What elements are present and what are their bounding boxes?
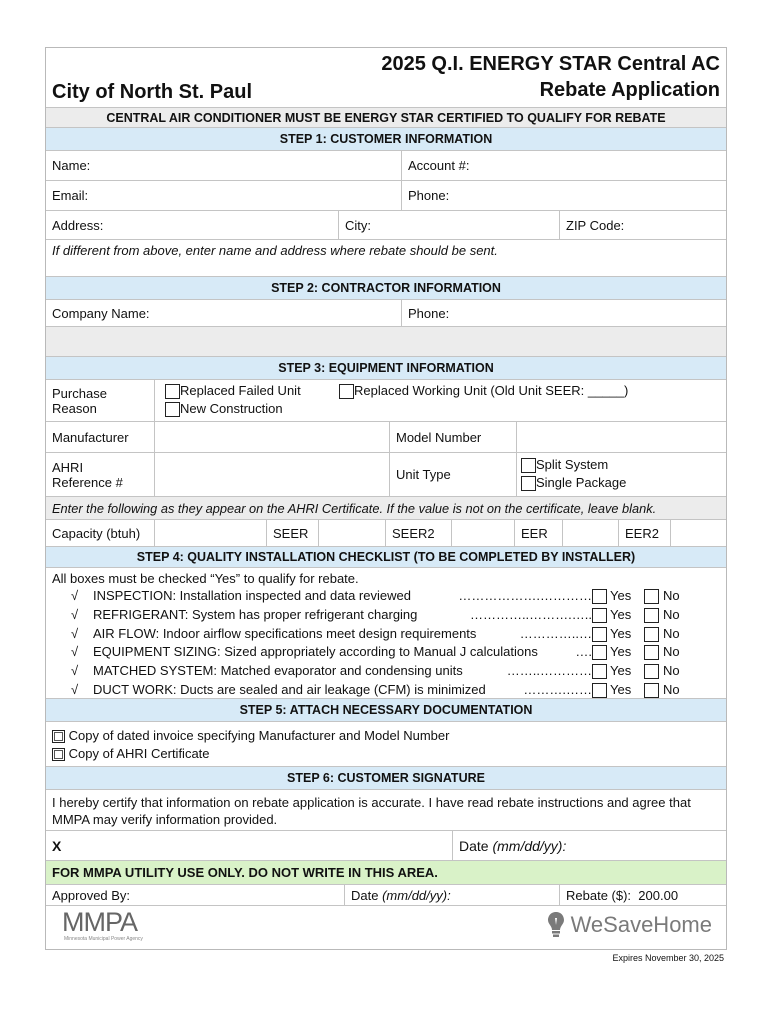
logo-row	[46, 906, 726, 949]
signature-row	[46, 831, 726, 861]
checklist-item	[46, 663, 726, 681]
contractor-blank-band	[46, 327, 726, 357]
signature-date-format: (mm/dd/yy):	[492, 837, 567, 854]
split-system-label: Split System	[536, 457, 609, 472]
capacity-input[interactable]	[154, 520, 266, 546]
step1-header: STEP 1: CUSTOMER INFORMATION	[46, 128, 726, 151]
seer-label: SEER	[266, 520, 318, 546]
checklist-item-dots: ….	[575, 644, 592, 660]
replaced-failed-label: Replaced Failed Unit	[180, 383, 301, 398]
ahri-note-row	[46, 497, 726, 520]
purchase-reason-options	[154, 380, 726, 421]
eer2-label: EER2	[618, 520, 670, 546]
checklist-item-text: INSPECTION: Installation inspected and data reviewed	[93, 588, 411, 603]
contractor-phone-field[interactable]	[401, 300, 726, 326]
manufacturer-row	[46, 422, 726, 453]
option-replaced-failed[interactable]	[165, 383, 301, 399]
address-label: Address:	[52, 217, 104, 233]
company-row	[46, 300, 726, 327]
signature-field[interactable]	[46, 831, 452, 860]
ahri-label-1: AHRI	[52, 459, 84, 475]
checklist-item-dots: …………..……….…..	[469, 606, 592, 622]
doc-ahri-checkbox[interactable]	[52, 748, 65, 761]
city-field[interactable]	[338, 211, 559, 239]
yes-label: Yes	[610, 625, 632, 641]
title-line-2: Rebate Application	[539, 79, 720, 101]
name-label: Name:	[52, 158, 91, 173]
no-checkbox[interactable]	[644, 683, 659, 698]
yes-checkbox[interactable]	[592, 589, 607, 604]
rebate-amount-label: Rebate ($):	[566, 887, 632, 903]
check-mark: √	[71, 682, 79, 697]
yes-label: Yes	[610, 663, 632, 679]
no-label: No	[663, 663, 680, 679]
utility-date-field	[344, 885, 559, 905]
eer-label: EER	[514, 520, 562, 546]
address-field[interactable]	[46, 211, 338, 239]
certification-banner: CENTRAL AIR CONDITIONER MUST BE ENERGY STAR CERTIFIED TO QUALIFY FOR REBATE	[46, 108, 726, 128]
certify-row	[46, 790, 726, 831]
no-checkbox[interactable]	[644, 627, 659, 642]
ahri-label-2: Reference #	[52, 474, 123, 490]
split-system-checkbox[interactable]	[521, 458, 536, 473]
step3-header: STEP 3: EQUIPMENT INFORMATION	[46, 357, 726, 380]
no-label: No	[663, 588, 680, 603]
signature-date-label: Date	[459, 837, 489, 854]
check-mark: √	[71, 663, 79, 679]
mmpa-logo	[62, 908, 143, 943]
option-split-system[interactable]	[521, 457, 608, 473]
step4-header: STEP 4: QUALITY INSTALLATION CHECKLIST (TO BE COMPLETED BY INSTALLER)	[46, 547, 726, 568]
account-label: Account #:	[408, 158, 470, 173]
checklist-item-dots: …………..…	[519, 625, 592, 641]
check-mark: √	[71, 625, 79, 641]
utility-row	[46, 885, 726, 906]
company-name-field[interactable]	[46, 300, 401, 326]
no-checkbox[interactable]	[644, 645, 659, 660]
eer2-input[interactable]	[670, 520, 726, 546]
doc-invoice-checkbox[interactable]	[52, 730, 65, 743]
no-checkbox[interactable]	[644, 589, 659, 604]
alt-address-row[interactable]	[46, 240, 726, 277]
no-checkbox[interactable]	[644, 664, 659, 679]
yes-checkbox[interactable]	[592, 627, 607, 642]
model-number-label: Model Number	[389, 422, 516, 452]
zip-field[interactable]	[559, 211, 726, 239]
approved-by-field	[46, 885, 344, 905]
single-package-label: Single Package	[536, 475, 627, 490]
unit-type-label: Unit Type	[389, 453, 516, 496]
purchase-reason-label	[46, 380, 154, 421]
option-replaced-working[interactable]	[339, 383, 628, 399]
single-package-checkbox[interactable]	[521, 476, 536, 491]
utility-header	[46, 861, 726, 885]
email-row	[46, 181, 726, 211]
rebate-amount-field	[559, 885, 726, 905]
signature-x: X	[52, 837, 62, 854]
yes-label: Yes	[610, 606, 632, 622]
certify-text: I hereby certify that information on rebate application is accurate. I have read rebate instructions and agree that MMPA may verify information provided.	[52, 795, 691, 827]
purchase-reason-label-1: Purchase	[52, 385, 107, 401]
phone-label: Phone:	[408, 188, 450, 203]
yes-label: Yes	[610, 682, 632, 697]
ahri-label	[46, 453, 154, 496]
expiration-note: Expires November 30, 2025	[612, 953, 724, 963]
checklist-item-text: AIR FLOW: Indoor airflow specifications meet design requirements	[93, 625, 477, 641]
city-name: City of North St. Paul	[52, 81, 252, 103]
no-checkbox[interactable]	[644, 608, 659, 623]
email-field[interactable]	[46, 181, 401, 210]
doc-ahri[interactable]	[52, 746, 210, 761]
lightbulb-icon	[547, 910, 565, 940]
no-label: No	[663, 682, 680, 697]
alt-address-note: If different from above, enter name and address where rebate should be sent.	[52, 243, 498, 258]
checklist-item-text: EQUIPMENT SIZING: Sized appropriately according to Manual J calculations	[93, 644, 538, 660]
purchase-reason-label-2: Reason	[52, 400, 97, 416]
mmpa-logo-text: MMPA	[62, 907, 137, 937]
step6-header: STEP 6: CUSTOMER SIGNATURE	[46, 767, 726, 790]
signature-date-field[interactable]	[452, 831, 726, 860]
doc-invoice[interactable]	[52, 728, 449, 743]
yes-checkbox[interactable]	[592, 608, 607, 623]
zip-label: ZIP Code:	[566, 217, 625, 233]
title-line-1: 2025 Q.I. ENERGY STAR Central AC	[381, 53, 720, 75]
checklist-item-text: REFRIGERANT: System has proper refrigerant charging	[93, 606, 418, 622]
replaced-failed-checkbox[interactable]	[165, 384, 180, 399]
manufacturer-input[interactable]	[154, 422, 389, 452]
option-single-package[interactable]	[521, 475, 626, 491]
yes-checkbox[interactable]	[592, 645, 607, 660]
utility-title: FOR MMPA UTILITY USE ONLY. DO NOT WRITE IN THIS AREA.	[52, 865, 438, 880]
no-label: No	[663, 606, 680, 622]
checklist	[46, 568, 726, 699]
checklist-item	[46, 644, 726, 662]
email-label: Email:	[52, 188, 89, 203]
company-name-label: Company Name:	[52, 305, 150, 321]
check-mark: √	[71, 606, 79, 622]
seer2-input[interactable]	[451, 520, 514, 546]
ahri-row	[46, 453, 726, 497]
capacity-label: Capacity (btuh)	[52, 525, 141, 541]
checklist-item-text: MATCHED SYSTEM: Matched evaporator and condensing units	[93, 663, 463, 679]
unit-type-options	[516, 453, 726, 496]
doc-invoice-label: Copy of dated invoice specifying Manufacturer and Model Number	[68, 728, 450, 743]
rebate-form	[45, 47, 727, 950]
checklist-item	[46, 682, 726, 700]
ratings-row	[46, 520, 726, 547]
replaced-working-label: Replaced Working Unit (Old Unit SEER: _____)	[354, 383, 629, 398]
ahri-input[interactable]	[154, 453, 389, 496]
phone-field[interactable]	[401, 181, 726, 210]
checklist-item	[46, 626, 726, 644]
checklist-item	[46, 588, 726, 606]
rebate-amount-value: 200.00	[638, 887, 679, 903]
ahri-note: Enter the following as they appear on the AHRI Certificate. If the value is not on the certificate, leave blank.	[52, 500, 657, 516]
wesavehome-logo	[547, 910, 712, 940]
no-label: No	[663, 644, 680, 660]
option-new-construction[interactable]	[165, 401, 283, 417]
doc-ahri-label: Copy of AHRI Certificate	[68, 746, 210, 761]
step5-header: STEP 5: ATTACH NECESSARY DOCUMENTATION	[46, 699, 726, 722]
purchase-reason-row	[46, 380, 726, 422]
checklist-item-dots: ……………….…………	[458, 588, 592, 603]
checklist-item-dots: ……….……	[523, 682, 592, 697]
account-field[interactable]	[401, 151, 726, 180]
check-mark: √	[71, 588, 79, 603]
address-row	[46, 211, 726, 240]
manufacturer-label: Manufacturer	[52, 429, 129, 445]
checklist-item-text: DUCT WORK: Ducts are sealed and air leakage (CFM) is minimized	[93, 682, 486, 697]
new-construction-checkbox[interactable]	[165, 402, 180, 417]
seer-input[interactable]	[318, 520, 385, 546]
new-construction-label: New Construction	[180, 401, 283, 416]
step2-header: STEP 2: CONTRACTOR INFORMATION	[46, 277, 726, 300]
model-number-input[interactable]	[516, 422, 726, 452]
seer2-label: SEER2	[385, 520, 451, 546]
checklist-item	[46, 607, 726, 625]
replaced-working-checkbox[interactable]	[339, 384, 354, 399]
name-row	[46, 151, 726, 181]
utility-date-format: (mm/dd/yy):	[382, 887, 451, 903]
yes-label: Yes	[610, 644, 632, 660]
mmpa-logo-subtext: Minnesota Municipal Power Agency	[64, 936, 143, 942]
eer-input[interactable]	[562, 520, 618, 546]
wesavehome-logo-text: WeSaveHome	[570, 912, 712, 937]
city-label: City:	[345, 217, 371, 233]
name-field[interactable]	[46, 151, 401, 180]
documentation	[46, 722, 726, 767]
yes-checkbox[interactable]	[592, 683, 607, 698]
yes-checkbox[interactable]	[592, 664, 607, 679]
approved-by-label: Approved By:	[52, 887, 131, 903]
contractor-phone-label: Phone:	[408, 305, 450, 321]
utility-date-label: Date	[351, 887, 379, 903]
no-label: No	[663, 625, 680, 641]
checklist-intro: All boxes must be checked “Yes” to qualify for rebate.	[52, 571, 359, 586]
title-block	[46, 48, 726, 108]
yes-label: Yes	[610, 588, 632, 603]
checklist-item-dots: ……..…………	[506, 663, 592, 679]
check-mark: √	[71, 644, 79, 660]
